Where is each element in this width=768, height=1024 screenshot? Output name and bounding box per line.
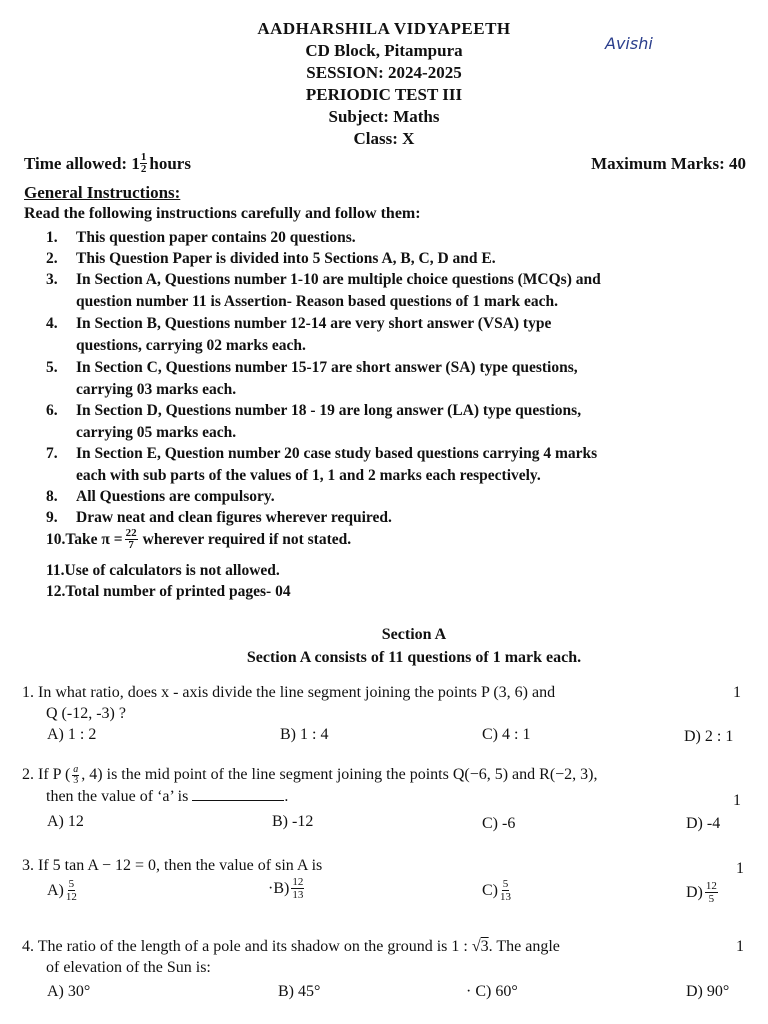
question-marks: 1 [736,938,744,955]
pi-frac-num: 22 [125,527,137,539]
option-label: ·B) [268,879,290,897]
option-frac-den: 13 [500,891,511,903]
instruction-number: 2. [46,250,58,267]
question-text-cont: Q (-12, -3) ? [46,705,126,722]
question-frac-num: a [73,763,79,775]
question-fraction [72,765,79,786]
question-text: 3. If 5 tan A − 12 = 0, then the value of sin A is [22,857,323,874]
time-frac-num: 1 [140,151,147,163]
question-text [22,764,757,786]
instruction-number: 3. [46,271,58,288]
option-b [268,876,304,901]
question-text-post: . The angle [488,938,560,955]
option-d: D) 90° [686,983,730,1000]
option-b: B) 45° [278,983,321,1000]
instruction-item [46,357,751,400]
instruction-number: 11. [46,562,65,579]
option-label: D) [686,883,703,901]
instruction-continuation: question number 11 is Assertion- Reason based questions of 1 mark each. [76,292,558,310]
instruction-item [46,227,751,249]
option-frac-num: 5 [502,878,509,890]
option-c: C) 4 : 1 [482,726,531,743]
instruction-item [46,313,751,356]
instruction-item [46,507,751,529]
subject-label: Subject: Maths [328,107,440,126]
instruction-item [46,248,751,270]
question-text: 1. In what ratio, does x - axis divide the line segment joining the points P (3, 6) and [22,684,556,701]
instruction-continuation: questions, carrying 02 marks each. [76,336,306,354]
instruction-item [46,581,751,603]
question-text-cont [22,786,757,807]
instruction-text-post: wherever required if not stated. [142,530,352,548]
option-c: · C) 60° [466,983,518,1000]
instruction-number: 1. [46,229,58,246]
option-c: C) -6 [482,815,516,832]
instruction-text: This question paper contains 20 questions. [76,229,356,246]
time-fraction [140,152,148,175]
instruction-number: 9. [46,509,58,526]
question-marks: 1 [736,860,744,877]
instruction-text: In Section C, Questions number 15-17 are short answer (SA) type questions, [76,359,578,376]
question-text-post: , 4) is the mid point of the line segment joining the points Q(−6, 5) and R(−2, 3), [81,766,598,783]
instruction-item [46,486,751,508]
option-a: A) 30° [47,983,91,1000]
option-d: D) -4 [686,815,721,832]
test-title: PERIODIC TEST III [305,85,463,104]
instruction-text: Total number of printed pages- 04 [65,583,291,600]
instruction-text: Draw neat and clean figures wherever required. [76,509,392,526]
question-text-line2: then the value of ‘a’ is [46,787,189,805]
question-text [22,936,722,957]
instruction-text: Use of calculators is not allowed. [64,562,280,579]
section-subtitle: Section A consists of 11 questions of 1 mark each. [246,649,582,666]
instruction-item [46,269,751,312]
option-frac-den: 12 [65,891,77,903]
time-allowed [24,152,191,175]
question-text-pre: 4. The ratio of the length of a pole and its shadow on the ground is 1 : √ [22,938,481,955]
time-allowed-prefix: Time allowed: 1 [24,153,140,173]
instruction-text: This Question Paper is divided into 5 Sections A, B, C, D and E. [76,250,496,267]
option-fraction [500,878,511,903]
option-d: D) 2 : 1 [684,728,734,745]
school-name: AADHARSHILA VIDYAPEETH [257,19,511,38]
option-fraction [291,876,304,901]
question-marks: 1 [733,684,741,701]
pi-fraction [125,528,138,551]
instruction-number: 6. [46,402,58,419]
option-a: A) 12 [47,813,84,830]
instruction-number: 12. [46,583,66,600]
instruction-item [46,400,751,443]
option-fraction [66,878,77,903]
question-text-end: . [284,787,289,805]
instruction-number: 5. [46,359,58,376]
question-text-cont: of elevation of the Sun is: [46,959,211,976]
instruction-text: In Section E, Question number 20 case study based questions carrying 4 marks [76,445,598,462]
instruction-continuation: each with sub parts of the values of 1, 1 and 2 marks each respectively. [76,466,541,484]
instruction-continuation: carrying 03 marks each. [76,380,237,398]
class-label: Class: X [353,129,415,148]
general-instructions-title: General Instructions: [24,183,181,202]
instruction-number: 4. [46,315,58,332]
instruction-text-pre: Take π = [65,530,123,548]
option-frac-den: 13 [292,889,304,901]
instruction-item [46,443,751,486]
instruction-number: 7. [46,445,58,462]
option-a [47,878,77,903]
instruction-text: In Section A, Questions number 1-10 are multiple choice questions (MCQs) and [76,271,601,288]
instruction-text: All Questions are compulsory. [76,488,275,505]
option-frac-num: 12 [292,876,304,888]
instruction-item [46,528,751,551]
instruction-number: 8. [46,488,58,505]
option-fraction [705,880,718,905]
question-2 [22,764,757,807]
option-c [482,878,511,903]
question-frac-den: 3 [73,774,79,786]
school-address: CD Block, Pitampura [305,41,463,60]
option-a: A) 1 : 2 [47,726,97,743]
general-instructions-lead: Read the following instructions carefully and follow them: [24,205,421,222]
question-4 [22,936,722,978]
question-marks: 1 [733,792,741,809]
option-frac-den: 5 [708,893,715,905]
time-allowed-suffix: hours [149,153,191,173]
answer-blank [192,788,284,801]
option-frac-num: 5 [68,878,75,890]
pi-frac-den: 7 [128,539,134,551]
session-label: SESSION: 2024-2025 [306,63,462,82]
option-b: B) -12 [272,813,314,830]
maximum-marks: Maximum Marks: 40 [591,154,746,173]
question-3 [22,855,722,876]
instruction-continuation: carrying 05 marks each. [76,423,237,441]
option-label: C) [482,881,498,899]
option-b: B) 1 : 4 [280,726,329,743]
sqrt-radicand: 3 [480,938,489,955]
time-frac-den: 2 [140,163,147,175]
section-title: Section A [381,626,447,643]
instruction-text: In Section D, Questions number 18 - 19 are long answer (LA) type questions, [76,402,582,419]
time-marks-row [24,152,746,180]
question-text-pre: 2. If P ( [22,766,71,783]
instruction-number: 10. [46,530,66,548]
instruction-text: In Section B, Questions number 12-14 are very short answer (VSA) type [76,315,552,332]
instruction-item [46,560,751,582]
option-label: A) [47,881,64,899]
option-d [686,880,718,905]
option-frac-num: 12 [705,880,717,892]
handwritten-name: Avishi [605,34,653,53]
question-1 [22,682,722,724]
